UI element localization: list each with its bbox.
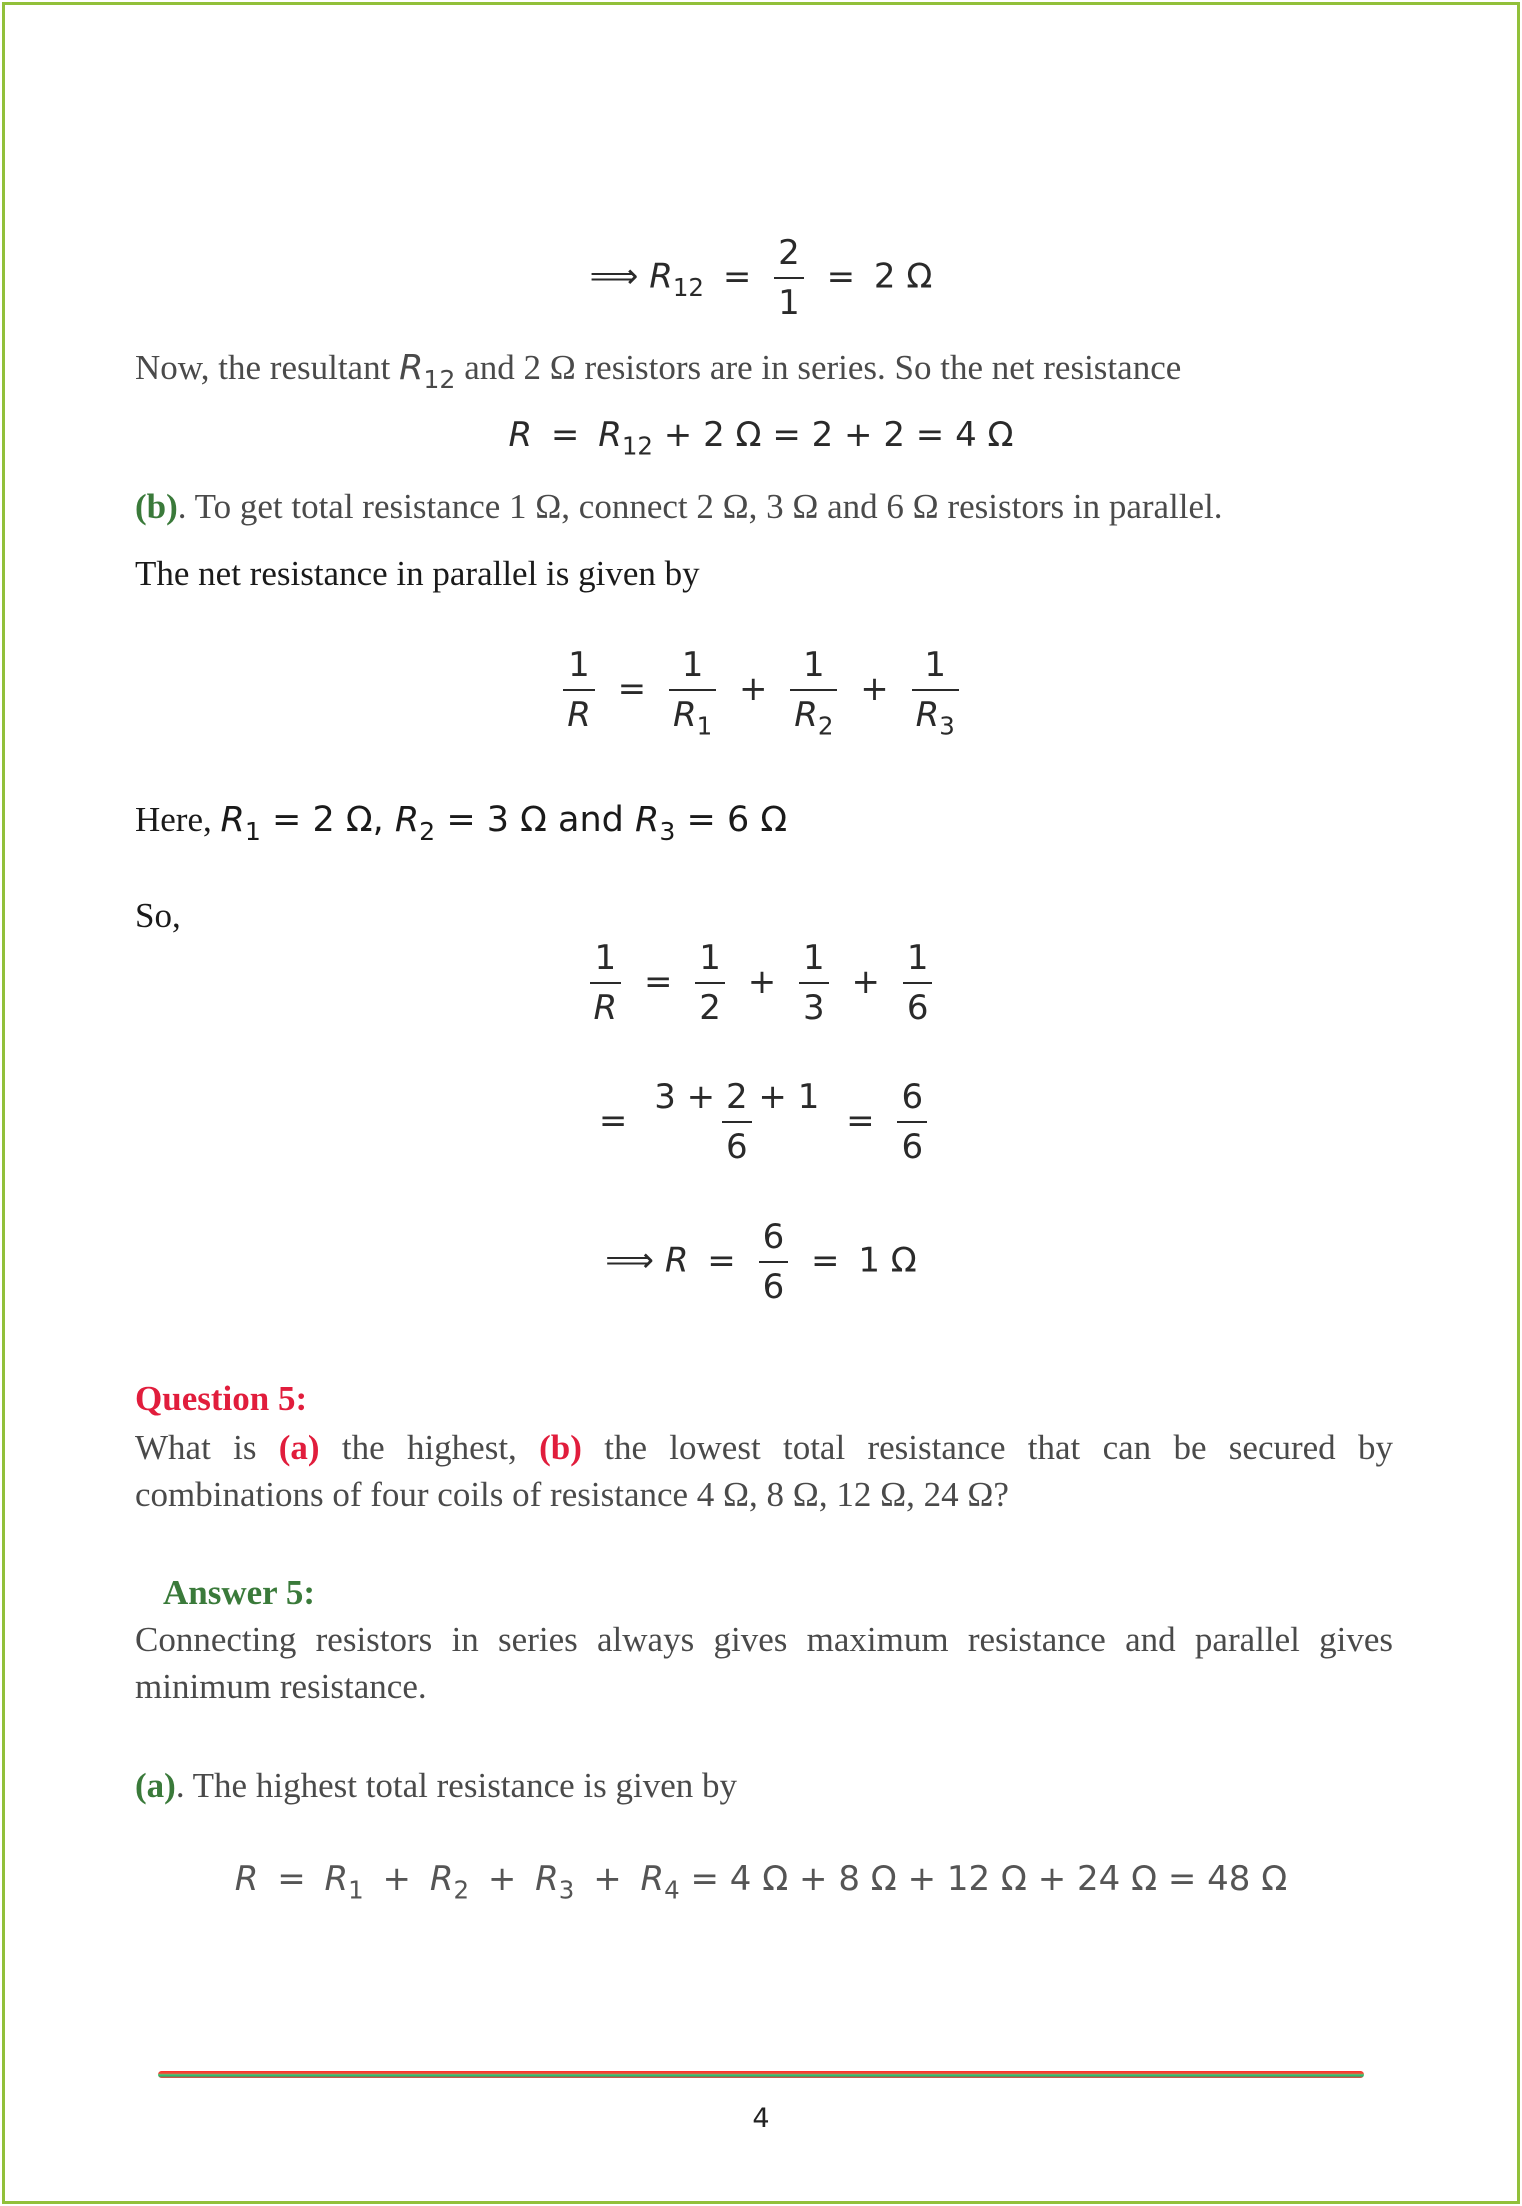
implies-symbol: ⟹ [589,256,639,297]
paragraph-part-b: (b). To get total resistance 1 Ω, connect 2 Ω, 3 Ω and 6 Ω resistors in parallel. [135,487,1223,526]
page-number: 4 [752,2103,770,2134]
equation-parallel-formula: $\frac{1}{R}$ = $\frac{1}{R_1}$ + $\frac{1}{R_2}$ + $\frac{1}{R_3}$ [5,645,1517,735]
paragraph-now: Now, the resultant $R_{12}$ and 2 Ω resistors are in series. So the net resistance [135,348,1182,394]
footer-divider [158,2071,1364,2078]
page [2,2,1520,2204]
equation-sum: = $\frac{3 + 2 + 1}{6}$ = $\frac{6}{6}$ [5,1077,1517,1167]
equation-final-parallel: ⟹ R = $\frac{6}{6}$ = 1 Ω [605,1217,917,1307]
fraction: $\frac{2}{1}$ [774,233,804,323]
answer-heading: Answer 5: [163,1573,315,1612]
paragraph-so: So, [135,896,181,935]
paragraph-part-a: (a). The highest total resistance is given by [135,1766,737,1805]
paragraph-net-parallel: The net resistance in parallel is given by [135,554,700,593]
equation-substitution: $\frac{1}{R}$ = $\frac{1}{2}$ + $\frac{1}{3}$ + $\frac{1}{6}$ [5,938,1517,1028]
implies-symbol: ⟹ [605,1240,654,1281]
equation-r12: ⟹ $R_{12}$ = $\frac{2}{1}$ = 2 Ω [589,233,933,323]
question-heading: Question 5: [135,1379,308,1418]
question-text: What is (a) the highest, (b) the lowest total resistance that can be secured by combinations of four coils of resistance 4 Ω, 8 Ω, 12 Ω, 24 Ω? [135,1428,1393,1514]
paragraph-here-values: Here, $R_1 = 2$ Ω, $R_2 = 3$ Ω and $R_3 = 6$ Ω [135,800,788,846]
equation-highest: $R = R_1 + R_2 + R_3 + R_4 = 4$ Ω + 8 Ω + 12 Ω + 24 Ω = 48 Ω [234,1859,1288,1905]
answer-text: Connecting resistors in series always gives maximum resistance and parallel gives minimum resistance. [135,1620,1393,1706]
equation-net-series: $R = R_{12} + 2$ Ω = 2 + 2 = 4 Ω [508,415,1014,461]
